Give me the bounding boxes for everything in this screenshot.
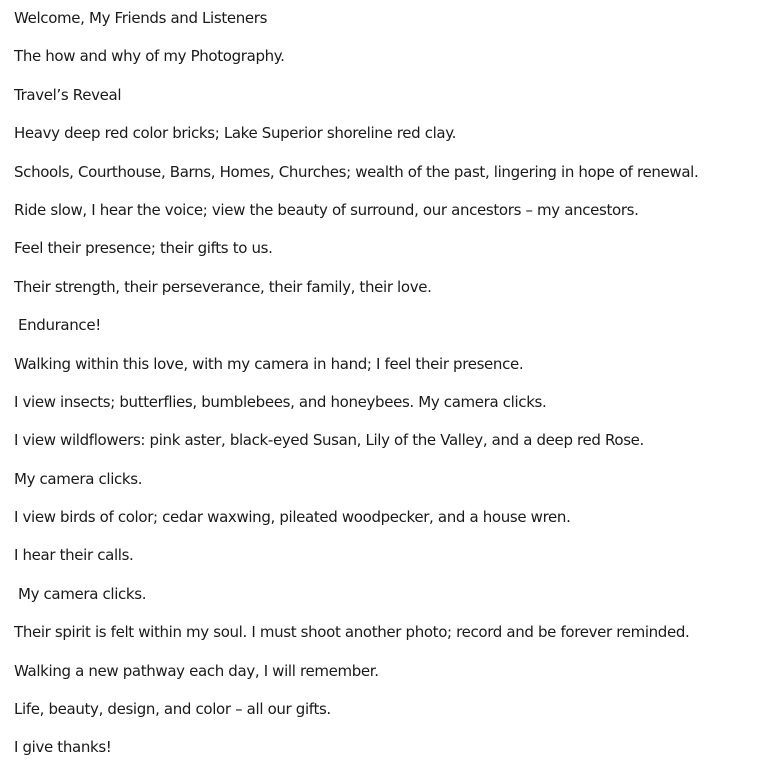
document-body <box>14 8 762 776</box>
poem-line: Life, beauty, design, and color – all our gifts. <box>14 700 331 719</box>
poem-line: My camera clicks. <box>18 584 147 603</box>
poem-line: I view wildflowers: pink aster, black-eyed Susan, Lily of the Valley, and a deep red Rose. <box>14 431 644 450</box>
poem-line: Their strength, their perseverance, their family, their love. <box>14 277 432 296</box>
poem-title: Travel’s Reveal <box>14 85 122 104</box>
poem-line: Schools, Courthouse, Barns, Homes, Churches; wealth of the past, lingering in hope of renewal. <box>14 162 699 181</box>
poem-line: I view insects; butterflies, bumblebees, and honeybees. My camera clicks. <box>14 392 547 411</box>
subtitle-line: The how and why of my Photography. <box>14 47 285 66</box>
poem-line: Walking within this love, with my camera in hand; I feel their presence. <box>14 354 524 373</box>
poem-line: Walking a new pathway each day, I will remember. <box>14 661 379 680</box>
poem-line: I hear their calls. <box>14 546 134 565</box>
poem-line: Ride slow, I hear the voice; view the beauty of surround, our ancestors – my ancestors. <box>14 200 639 219</box>
poem-line: Heavy deep red color bricks; Lake Superior shoreline red clay. <box>14 124 457 143</box>
closing-line: I give thanks! <box>14 738 112 757</box>
poem-line: Endurance! <box>18 316 101 335</box>
poem-line: Their spirit is felt within my soul. I must shoot another photo; record and be forever reminded. <box>14 623 690 642</box>
greeting-line: Welcome, My Friends and Listeners <box>14 9 268 27</box>
poem-line: I view birds of color; cedar waxwing, pileated woodpecker, and a house wren. <box>14 508 571 527</box>
poem-line: My camera clicks. <box>14 469 143 488</box>
poem-line: Feel their presence; their gifts to us. <box>14 239 273 258</box>
